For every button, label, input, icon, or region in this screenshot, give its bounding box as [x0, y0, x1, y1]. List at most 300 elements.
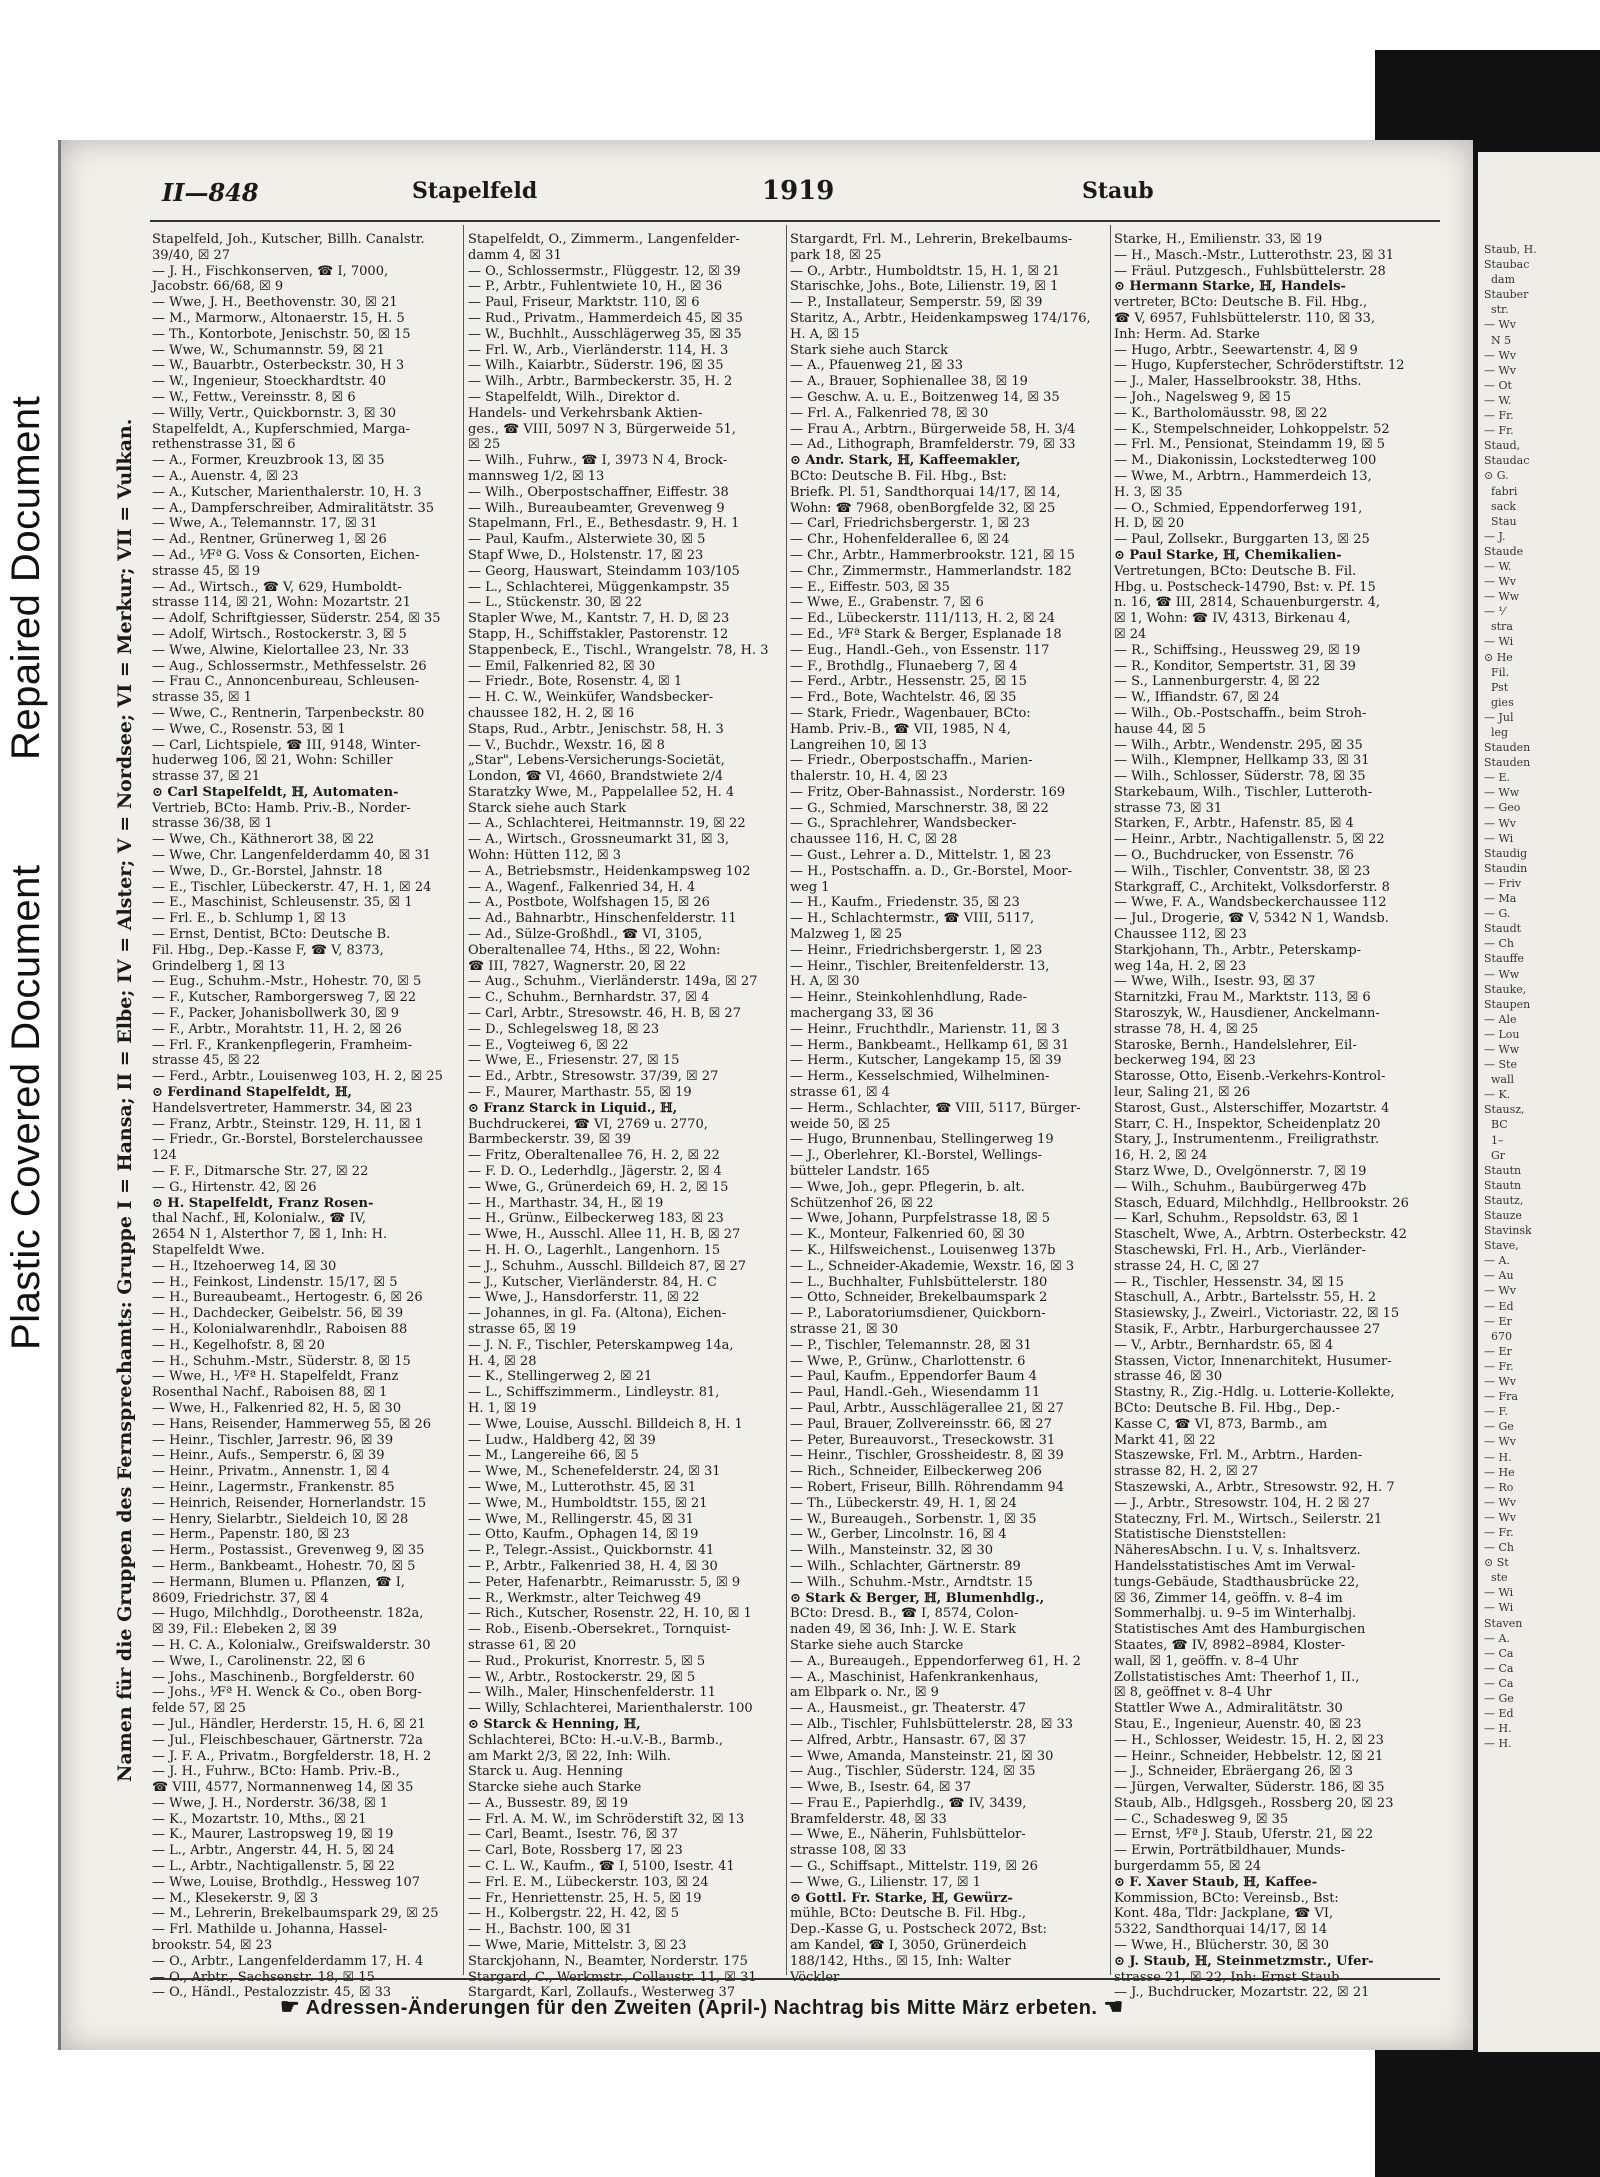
directory-entry-line: — Adolf, Wirtsch., Rostockerstr. 3, ☒ 5	[152, 626, 407, 642]
column-rule	[786, 225, 787, 1975]
next-page-column: Staub, H. Staubac dam Stauber str. — Wv N 5 — Wv — Wv — Ot — W. — Fr. — Fr. Staud, Staudac ⊙ G. fabri sack Stau — J. Staude — W. — Wv — Ww — ⅟ stra — Wi ⊙ He Fil. Pst gies — Jul leg Stauden Stauden — E. — Ww — Geo — Wv — Wi Staudig Staudin — Friv — Ma — G. Staudt — Ch Stauffe — Ww Stauke, Staupen — Ale — Lou — Ww — Ste wall — K. Stausz, BC 1– Gr Stautn Stautn Stautz, Stauze Stavinsk Stave, — A. — Au — Wv — Ed — Er 670 — Er — Fr. — Wv — Fra — F. — Ge — Wv — H. — He — Ro — Wv — Wv — Fr. — Ch ⊙ St ste — Wi — Wi Staven — A. — Ca — Ca — Ca — Ge — Ed — H. — H.	[1484, 243, 1537, 1751]
directory-entry-line: — Frl. E. M., Lübeckerstr. 103, ☒ 24	[468, 1874, 709, 1890]
directory-entry-line: — A., Wirtsch., Grossneumarkt 31, ☒ 3,	[468, 832, 730, 848]
directory-entry-line: — G., Sprachlehrer, Wandsbecker-	[790, 816, 1017, 832]
directory-entry-line: — W., Gerber, Lincolnstr. 16, ☒ 4	[790, 1527, 1007, 1543]
directory-entry-line: ☒ 25	[468, 437, 501, 453]
directory-entry-line: Schützenhof 26, ☒ 22	[790, 1195, 934, 1211]
directory-entry-line: — F., Maurer, Marthastr. 55, ☒ 19	[468, 1085, 692, 1101]
directory-entry-line: — Eug., Schuhm.-Mstr., Hohestr. 70, ☒ 5	[152, 974, 422, 990]
directory-entry-line: Stapelfeld, Joh., Kutscher, Billh. Canalstr.	[152, 232, 425, 247]
directory-entry-line: — Peter, Bureauvorst., Treseckowstr. 31	[790, 1432, 1056, 1448]
directory-entry-line: strasse 36/38, ☒ 1	[152, 816, 273, 832]
directory-entry-line: — H., Feinkost, Lindenstr. 15/17, ☒ 5	[152, 1274, 398, 1290]
directory-entry-line: — Robert, Friseur, Billh. Röhrendamm 94	[790, 1479, 1064, 1495]
directory-entry-line: — Frl. M., Pensionat, Steindamm 19, ☒ 5	[1114, 437, 1386, 453]
directory-entry-line: — Rich., Kutscher, Rosenstr. 22, H. 10, ☒ 1	[468, 1606, 752, 1622]
directory-entry-line: — F., Kutscher, Ramborgersweg 7, ☒ 22	[152, 990, 417, 1006]
directory-entry-line: 16, H. 2, ☒ 24	[1114, 1148, 1208, 1164]
directory-entry-line: — G., Schmied, Marschnerstr. 38, ☒ 22	[790, 800, 1049, 816]
next-page-fragment	[1478, 152, 1600, 2052]
directory-entry-line: Wohn: Hütten 112, ☒ 3	[468, 848, 622, 864]
directory-entry-line: — Fr., Henriettenstr. 25, H. 5, ☒ 19	[468, 1890, 702, 1906]
directory-entry-line: — E., Tischler, Lübeckerstr. 47, H. 1, ☒ 24	[152, 879, 432, 895]
directory-entry-line: Starosse, Otto, Eisenb.-Verkehrs-Kontrol-	[1114, 1069, 1386, 1085]
directory-entry-line: — Herm., Bankbeamt., Hellkamp 61, ☒ 31	[790, 1037, 1070, 1053]
directory-entry-line: — Ernst, Dentist, BCto: Deutsche B.	[152, 927, 391, 943]
directory-entry-line: — Herm., Kesselschmied, Wilhelminen-	[790, 1069, 1050, 1085]
directory-entry-line: — A., Postbote, Wolfshagen 15, ☒ 26	[468, 895, 710, 911]
directory-entry-line: Statistisches Amt des Hamburgischen	[1114, 1622, 1366, 1638]
header-year: 1919	[762, 176, 835, 206]
directory-entry-line: — Stark, Friedr., Wagenbauer, BCto:	[790, 705, 1031, 721]
directory-entry-line: Staschewski, Frl. H., Arb., Vierländer-	[1114, 1243, 1366, 1258]
directory-entry-line: strasse 45, ☒ 22	[152, 1053, 261, 1069]
directory-entry-line: — A., Bureaugeh., Eppendorferweg 61, H. 2	[790, 1653, 1081, 1669]
directory-entry-line: — Frd., Bote, Wachtelstr. 46, ☒ 35	[790, 690, 1017, 706]
directory-entry-line: — A., Dampferschreiber, Admiralitätstr. 35	[152, 500, 435, 516]
directory-entry-line: — Frl. Mathilde u. Johanna, Hassel-	[152, 1922, 388, 1938]
directory-entry-line: Stapelmann, Frl., E., Bethesdastr. 9, H. 1	[468, 516, 740, 532]
directory-entry-line: Starkgraff, C., Architekt, Volksdorferstr. 8	[1114, 879, 1390, 895]
directory-entry-line: Stapelfeldt Wwe.	[152, 1243, 265, 1258]
directory-entry-line: brookstr. 54, ☒ 23	[152, 1938, 273, 1954]
directory-entry-line: am Markt 2/3, ☒ 22, Inh: Wilh.	[468, 1748, 671, 1764]
directory-entry-line: — F., Brothdlg., Flunaeberg 7, ☒ 4	[790, 658, 1018, 674]
directory-entry-line: — Ad., Lithograph, Bramfelderstr. 79, ☒ 33	[790, 437, 1076, 453]
column-2	[468, 232, 783, 2001]
directory-entry-line: — Carl, Lichtspiele, ☎ III, 9148, Winter-	[152, 737, 421, 753]
directory-entry-line: — Georg, Hauswart, Steindamm 103/105	[468, 563, 740, 579]
directory-entry-line: strasse 24, H. C, ☒ 27	[1114, 1258, 1260, 1274]
directory-entry-line: strasse 65, ☒ 19	[468, 1321, 577, 1337]
directory-entry-line: H. A, ☒ 15	[790, 326, 860, 342]
directory-entry-line: — W., Arbtr., Rostockerstr. 29, ☒ 5	[468, 1669, 696, 1685]
directory-entry-line: — Aug., Schlossermstr., Methfesselstr. 26	[152, 658, 427, 674]
directory-entry-line: — H., Schlachtermstr., ☎ VIII, 5117,	[790, 911, 1035, 927]
directory-entry-line: — F., Packer, Johanisbollwerk 30, ☒ 9	[152, 1006, 400, 1022]
directory-entry-line: — Alb., Tischler, Fuhlsbüttelerstr. 28, ☒ 33	[790, 1716, 1074, 1732]
directory-entry-line: Handelsvertreter, Hammerstr. 34, ☒ 23	[152, 1100, 413, 1116]
directory-entry-line: Vertrieb, BCto: Hamb. Priv.-B., Norder-	[152, 800, 411, 816]
directory-entry-line: — K., Hilfsweichenst., Louisenweg 137b	[790, 1243, 1056, 1258]
directory-entry-line: Langreihen 10, ☒ 13	[790, 737, 927, 753]
directory-entry-line: — Frl. A. M. W., im Schröderstift 32, ☒ 13	[468, 1811, 745, 1827]
directory-entry-line: — Rob., Eisenb.-Obersekret., Tornquist-	[468, 1622, 731, 1638]
directory-entry-line: 39/40, ☒ 27	[152, 247, 231, 263]
directory-entry-line: Jacobstr. 66/68, ☒ 9	[152, 279, 284, 295]
directory-entry-line: Stasch, Eduard, Milchhdlg., Hellbrookstr. 26	[1114, 1195, 1409, 1211]
directory-entry-line: beckerweg 194, ☒ 23	[1114, 1053, 1256, 1069]
directory-entry-line: — Heinr., Schneider, Hebbelstr. 12, ☒ 21	[1114, 1748, 1384, 1764]
directory-entry-line: — Wilh., Klempner, Hellkamp 33, ☒ 31	[1114, 753, 1370, 769]
directory-entry-line: — Ferd., Arbtr., Hessenstr. 25, ☒ 15	[790, 674, 1027, 690]
directory-entry-line: — Wwe, Louise, Ausschl. Billdeich 8, H. 1	[468, 1416, 743, 1432]
directory-entry-line: — R., Schiffsing., Heussweg 29, ☒ 19	[1114, 642, 1361, 658]
directory-entry-line: — J., Maler, Hasselbrookstr. 38, Hths.	[1114, 374, 1362, 390]
directory-entry-line: — M., Lehrerin, Brekelbaumspark 29, ☒ 25	[152, 1906, 439, 1922]
directory-entry-line: Stasik, F., Arbtr., Harburgerchaussee 27	[1114, 1321, 1381, 1337]
directory-entry-line: Staszewske, Frl. M., Arbtrn., Harden-	[1114, 1448, 1363, 1464]
directory-entry-line: ⊙ J. Staub, ℍ, Steinmetzmstr., Ufer-	[1114, 1953, 1374, 1969]
directory-entry-line: — Ed., ⅟Fª Stark & Berger, Esplanade 18	[790, 626, 1062, 642]
directory-entry-line: — E., Eiffestr. 503, ☒ 35	[790, 579, 950, 595]
directory-entry-line: — Jürgen, Verwalter, Süderstr. 186, ☒ 35	[1114, 1780, 1385, 1796]
pointing-hand-left-icon: ☛	[280, 1994, 301, 2019]
directory-entry-line: — Wwe, J. H., Beethovenstr. 30, ☒ 21	[152, 295, 398, 311]
directory-entry-line: — Willy, Vertr., Quickbornstr. 3, ☒ 30	[152, 405, 397, 421]
directory-entry-line: — Herm., Kutscher, Langekamp 15, ☒ 39	[790, 1053, 1062, 1069]
directory-entry-line: — Hugo, Arbtr., Seewartenstr. 4, ☒ 9	[1114, 342, 1358, 358]
directory-entry-line: — Aug., Schuhm., Vierländerstr. 149a, ☒ 27	[468, 974, 758, 990]
directory-entry-line: rethenstrasse 31, ☒ 6	[152, 437, 296, 453]
directory-entry-line: — H. C. W., Weinküfer, Wandsbecker-	[468, 690, 714, 706]
directory-entry-line: — H., Bachstr. 100, ☒ 31	[468, 1922, 633, 1938]
directory-entry-line: — A., Brauer, Sophienallee 38, ☒ 19	[790, 374, 1028, 390]
directory-entry-line: — Wwe, E., Friesenstr. 27, ☒ 15	[468, 1053, 680, 1069]
directory-entry-line: Vertretungen, BCto: Deutsche B. Fil.	[1114, 563, 1357, 579]
directory-entry-line: strasse 73, ☒ 31	[1114, 800, 1223, 816]
directory-entry-line: — P., Arbtr., Falkenried 38, H. 4, ☒ 30	[468, 1558, 718, 1574]
directory-entry-line: — Hugo, Milchhdlg., Dorotheenstr. 182a,	[152, 1606, 424, 1622]
directory-entry-line: — Herm., Bankbeamt., Hohestr. 70, ☒ 5	[152, 1558, 416, 1574]
directory-entry-line: — J. F. A., Privatm., Borgfelderstr. 18, H. 2	[152, 1748, 432, 1764]
directory-entry-line: — E., Maschinist, Schleusenstr. 35, ☒ 1	[152, 895, 413, 911]
directory-entry-line: — Heinr., Tischler, Grossheidestr. 8, ☒ 39	[790, 1448, 1064, 1464]
directory-entry-line: — H., Masch.-Mstr., Lutterothstr. 23, ☒ 31	[1114, 247, 1395, 263]
directory-entry-line: strasse 46, ☒ 30	[1114, 1369, 1223, 1385]
header-first-word: Stapelfeld	[412, 178, 538, 204]
directory-entry-line: Starke siehe auch Starcke	[790, 1637, 964, 1653]
directory-entry-line: — A., Wagenf., Falkenried 34, H. 4	[468, 879, 696, 895]
directory-entry-line: — Wilh., Schlachter, Gärtnerstr. 89	[790, 1558, 1021, 1574]
directory-entry-line: vertreter, BCto: Deutsche B. Fil. Hbg.,	[1114, 295, 1368, 311]
directory-entry-line: — L., Schneider-Akademie, Wexstr. 16, ☒ 3	[790, 1258, 1075, 1274]
directory-entry-line: ⊙ Hermann Starke, ℍ, Handels-	[1114, 279, 1346, 295]
directory-entry-line: — A., Bussestr. 89, ☒ 19	[468, 1795, 628, 1811]
directory-entry-line: — Paul, Kaufm., Eppendorfer Baum 4	[790, 1369, 1038, 1385]
directory-entry-line: — W., Bureaugeh., Sorbenstr. 1, ☒ 35	[790, 1511, 1037, 1527]
directory-entry-line: — V., Arbtr., Bernhardstr. 65, ☒ 4	[1114, 1337, 1334, 1353]
directory-entry-line: — Frau C., Annoncenbureau, Schleusen-	[152, 674, 420, 690]
directory-entry-line: ⊙ Stark & Berger, ℍ, Blumenhdlg.,	[790, 1590, 1045, 1606]
directory-entry-line: — Paul, Arbtr., Ausschlägerallee 21, ☒ 27	[790, 1400, 1064, 1416]
directory-entry-line: — Carl, Beamt., Isestr. 76, ☒ 37	[468, 1827, 678, 1843]
page-footer	[280, 1994, 1280, 2020]
directory-entry-line: Stau, E., Ingenieur, Auenstr. 40, ☒ 23	[1114, 1716, 1362, 1732]
directory-entry-line: — Wilh., Oberpostschaffner, Eiffestr. 38	[468, 484, 729, 500]
directory-entry-line: — Wwe, E., Näherin, Fuhlsbüttelor-	[790, 1827, 1026, 1843]
directory-entry-line: Fil. Hbg., Dep.-Kasse F, ☎ V, 8373,	[152, 942, 384, 958]
directory-entry-line: — K., Stellingerweg 2, ☒ 21	[468, 1369, 653, 1385]
directory-entry-line: — Alfred, Arbtr., Hansastr. 67, ☒ 37	[790, 1732, 1027, 1748]
directory-entry-line: — Paul, Brauer, Zollvereinsstr. 66, ☒ 27	[790, 1416, 1052, 1432]
directory-entry-line: Stassen, Victor, Innenarchitekt, Husumer-	[1114, 1353, 1392, 1369]
directory-entry-line: — Jul., Fleischbeschauer, Gärtnerstr. 72a	[152, 1732, 423, 1748]
directory-entry-line: ⊙ Franz Starck in Liquid., ℍ,	[468, 1100, 678, 1116]
directory-entry-line: — P., Laboratoriumsdiener, Quickborn-	[790, 1306, 1046, 1322]
directory-entry-line: — Carl, Arbtr., Stresowstr. 46, H. B, ☒ 27	[468, 1006, 741, 1022]
directory-entry-line: — H., Dachdecker, Geibelstr. 56, ☒ 39	[152, 1306, 404, 1322]
directory-entry-line: — Heinr., Fruchthdlr., Marienstr. 11, ☒ 3	[790, 1021, 1060, 1037]
directory-entry-line: Handels- und Verkehrsbank Aktien-	[468, 405, 703, 421]
directory-entry-line: — Paul, Friseur, Marktstr. 110, ☒ 6	[468, 295, 700, 311]
footer-rule	[150, 1978, 1440, 1980]
directory-entry-line: — Wwe, Marie, Mittelstr. 3, ☒ 23	[468, 1938, 687, 1954]
directory-entry-line: — H., Schlosser, Weidestr. 15, H. 2, ☒ 23	[1114, 1732, 1384, 1748]
directory-entry-line: — R., Werkmstr., alter Teichweg 49	[468, 1590, 701, 1606]
directory-entry-line: — Wwe, M., Arbtrn., Hammerdeich 13,	[1114, 468, 1372, 484]
directory-entry-line: — L., Schlachterei, Müggenkampstr. 35	[468, 579, 730, 595]
directory-entry-line: Starck u. Aug. Henning	[468, 1764, 623, 1780]
directory-entry-line: — Herm., Papenstr. 180, ☒ 23	[152, 1527, 350, 1543]
directory-entry-line: — S., Lannenburgerstr. 4, ☒ 22	[1114, 674, 1321, 690]
directory-entry-line: strasse 108, ☒ 33	[790, 1843, 907, 1859]
directory-entry-line: — L., Schiffszimmerm., Lindleystr. 81,	[468, 1385, 720, 1401]
directory-entry-line: Starcke siehe auch Starke	[468, 1780, 642, 1796]
directory-entry-line: — Carl, Friedrichsbergerstr. 1, ☒ 23	[790, 516, 1030, 532]
directory-entry-line: — Friedr., Bote, Rosenstr. 4, ☒ 1	[468, 674, 683, 690]
directory-entry-line: H. A, ☒ 30	[790, 974, 860, 990]
directory-entry-line: — Heinr., Tischler, Breitenfelderstr. 13,	[790, 958, 1050, 974]
directory-entry-line: ⊙ Paul Starke, ℍ, Chemikalien-	[1114, 547, 1342, 563]
directory-entry-line: — Th., Lübeckerstr. 49, H. 1, ☒ 24	[790, 1495, 1017, 1511]
directory-entry-line: — Adolf, Schriftgiesser, Süderstr. 254, ☒ 35	[152, 611, 441, 627]
directory-entry-line: — H., Kaufm., Friedenstr. 35, ☒ 23	[790, 895, 1020, 911]
directory-entry-line: — P., Telegr.-Assist., Quickbornstr. 41	[468, 1543, 715, 1559]
directory-entry-line: ☒ 24	[1114, 626, 1147, 642]
directory-entry-line: mannsweg 1/2, ☒ 13	[468, 468, 605, 484]
directory-entry-line: — Wwe, M., Humboldtstr. 155, ☒ 21	[468, 1495, 708, 1511]
directory-entry-line: Starkjohann, Th., Arbtr., Peterskamp-	[1114, 942, 1362, 958]
directory-entry-line: hause 44, ☒ 5	[1114, 721, 1206, 737]
directory-entry-line: — Wilh., Mansteinstr. 32, ☒ 30	[790, 1543, 993, 1559]
directory-entry-line: — Wilh., Kaiarbtr., Süderstr. 196, ☒ 35	[468, 358, 724, 374]
directory-entry-line: Staroske, Bernh., Handelslehrer, Eil-	[1114, 1037, 1357, 1053]
directory-entry-line: ⊙ Carl Stapelfeldt, ℍ, Automaten-	[152, 784, 399, 800]
directory-entry-line: — Wwe, H., ⅟Fª H. Stapelfeldt, Franz	[152, 1369, 399, 1385]
directory-entry-line: — F. D. O., Lederhdlg., Jägerstr. 2, ☒ 4	[468, 1164, 722, 1180]
directory-entry-line: Starnitzki, Frau M., Marktstr. 113, ☒ 6	[1114, 990, 1371, 1006]
directory-entry-line: — Ad., Bahnarbtr., Hinschenfelderstr. 11	[468, 911, 737, 927]
directory-entry-line: — Heinr., Arbtr., Nachtigallenstr. 5, ☒ 22	[1114, 832, 1385, 848]
footer-notice: Adressen-Änderungen für den Zweiten (April-) Nachtrag bis Mitte März erbeten.	[305, 1997, 1098, 2019]
directory-entry-line: — Wwe, Wilh., Isestr. 93, ☒ 37	[1114, 974, 1316, 990]
directory-entry-line: 5322, Sandthorquai 14/17, ☒ 14	[1114, 1922, 1328, 1938]
directory-entry-line: — M., Klesekerstr. 9, ☒ 3	[152, 1890, 319, 1906]
scan-side-label	[0, 200, 48, 1350]
directory-entry-line: Staschelt, Wwe, A., Arbtrn. Osterbeckstr. 42	[1114, 1227, 1407, 1243]
directory-entry-line: — Paul, Kaufm., Alsterwiete 30, ☒ 5	[468, 532, 706, 548]
directory-entry-line: Dep.-Kasse G, u. Postscheck 2072, Bst:	[790, 1922, 1047, 1938]
directory-entry-line: — Frau A., Arbtrn., Bürgerweide 58, H. 3/4	[790, 421, 1076, 437]
directory-entry-line: — K., Mozartstr. 10, Mths., ☒ 21	[152, 1811, 367, 1827]
directory-entry-line: Starck siehe auch Stark	[468, 800, 626, 816]
directory-entry-line: — L., Arbtr., Nachtigallenstr. 5, ☒ 22	[152, 1859, 395, 1875]
directory-entry-line: — C. L. W., Kaufm., ☎ I, 5100, Isestr. 41	[468, 1859, 735, 1875]
directory-entry-line: felde 57, ☒ 25	[152, 1701, 246, 1717]
directory-entry-line: Inh: Herm. Ad. Starke	[1114, 326, 1260, 342]
directory-entry-line: tungs-Gebäude, Stadthausbrücke 22,	[1114, 1574, 1360, 1590]
directory-entry-line: — H., Bureaubeamt., Hertogestr. 6, ☒ 26	[152, 1290, 423, 1306]
directory-entry-line: — Wwe, I., Carolinenstr. 22, ☒ 6	[152, 1653, 366, 1669]
directory-entry-line: strasse 21, ☒ 30	[790, 1321, 899, 1337]
directory-entry-line: — J., Schneider, Ebräergang 26, ☒ 3	[1114, 1764, 1354, 1780]
directory-entry-line: Schlachterei, BCto: H.-u.V.-B., Barmb.,	[468, 1732, 724, 1748]
directory-entry-line: — Erwin, Porträtbildhauer, Munds-	[1114, 1843, 1346, 1859]
directory-entry-line: weide 50, ☒ 25	[790, 1116, 891, 1132]
directory-entry-line: — V., Buchdr., Wexstr. 16, ☒ 8	[468, 737, 665, 753]
directory-entry-line: — Ed., Lübeckerstr. 111/113, H. 2, ☒ 24	[790, 611, 1056, 627]
directory-entry-line: Stappenbeck, E., Tischl., Wrangelstr. 78, H. 3	[468, 642, 769, 658]
directory-entry-line: naden 49, ☒ 36, Inh: J. W. E. Stark	[790, 1622, 1016, 1638]
directory-entry-line: — Heinr., Friedrichsbergerstr. 1, ☒ 23	[790, 942, 1043, 958]
plastic-covered-label: Plastic Covered Document	[4, 864, 48, 1350]
directory-entry-line: Chaussee 112, ☒ 23	[1114, 927, 1247, 943]
directory-entry-line: Briefk. Pl. 51, Sandthorquai 14/17, ☒ 14,	[790, 484, 1061, 500]
directory-entry-line: — Heinr., Privatm., Annenstr. 1, ☒ 4	[152, 1464, 390, 1480]
directory-entry-line: — Heinr., Steinkohlenhdlung, Rade-	[790, 990, 1027, 1006]
directory-entry-line: — W., Buchhlt., Ausschlägerweg 35, ☒ 35	[468, 326, 742, 342]
directory-entry-line: Starischke, Johs., Bote, Lilienstr. 19, ☒ 1	[790, 279, 1059, 295]
directory-entry-line: — Wwe, M., Lutterothstr. 45, ☒ 31	[468, 1479, 697, 1495]
directory-entry-line: — Wwe, H., Falkenried 82, H. 5, ☒ 30	[152, 1400, 402, 1416]
directory-entry-line: — Carl, Bote, Rossberg 17, ☒ 23	[468, 1843, 683, 1859]
directory-entry-line: — W., Fettw., Vereinsstr. 8, ☒ 6	[152, 389, 356, 405]
directory-entry-line: wall, ☒ 1, geöffn. v. 8–4 Uhr	[1114, 1653, 1299, 1669]
directory-entry-line: Stattler Wwe A., Admiralitätstr. 30	[1114, 1701, 1343, 1717]
directory-entry-line: — Paul, Zollsekr., Burggarten 13, ☒ 25	[1114, 532, 1370, 548]
directory-entry-line: — J. H., Fuhrw., BCto: Hamb. Priv.-B.,	[152, 1764, 400, 1780]
directory-entry-line: — Wilh., Schuhm.-Mstr., Arndtstr. 15	[790, 1574, 1033, 1590]
directory-entry-line: Hamb. Priv.-B., ☎ VII, 1985, N 4,	[790, 721, 1011, 737]
directory-entry-line: — Wwe, M., Rellingerstr. 45, ☒ 31	[468, 1511, 694, 1527]
directory-entry-line: — H., Kolbergstr. 22, H. 42, ☒ 5	[468, 1906, 679, 1922]
directory-entry-line: — Geschw. A. u. E., Boitzenweg 14, ☒ 35	[790, 389, 1060, 405]
directory-entry-line: H. 4, ☒ 28	[468, 1353, 537, 1369]
directory-entry-line: Stateczny, Frl. M., Wirtsch., Seilerstr. 21	[1114, 1511, 1383, 1527]
directory-entry-line: — Ferd., Arbtr., Louisenweg 103, H. 2, ☒ 25	[152, 1069, 443, 1085]
directory-entry-line: — Ernst, ⅟Fª J. Staub, Uferstr. 21, ☒ 22	[1114, 1827, 1374, 1843]
directory-entry-line: Malzweg 1, ☒ 25	[790, 927, 903, 943]
directory-entry-line: Kasse C, ☎ VI, 873, Barmb., am	[1114, 1416, 1328, 1432]
directory-entry-line: strasse 61, ☒ 20	[468, 1637, 577, 1653]
directory-entry-line: — M., Langereihe 66, ☒ 5	[468, 1448, 639, 1464]
directory-entry-line: — W., Ingenieur, Stoeckhardtstr. 40	[152, 374, 386, 390]
directory-entry-line: — Wwe, Louise, Brothdlg., Hessweg 107	[152, 1874, 421, 1890]
directory-entry-line: Markt 41, ☒ 22	[1114, 1432, 1216, 1448]
directory-entry-line: — R., Konditor, Sempertstr. 31, ☒ 39	[1114, 658, 1356, 674]
directory-entry-line: — Rich., Schneider, Eilbeckerweg 206	[790, 1464, 1042, 1480]
directory-entry-line: — Wwe, P., Grünw., Charlottenstr. 6	[790, 1353, 1026, 1369]
directory-entry-line: strasse 37, ☒ 21	[152, 769, 261, 785]
directory-entry-line: Staps, Rud., Arbtr., Jenischstr. 58, H. 3	[468, 721, 724, 737]
directory-entry-line: — Chr., Zimmermstr., Hammerlandstr. 182	[790, 563, 1072, 579]
directory-entry-line: Wohn: ☎ 7968, obenBorgfelde 32, ☒ 25	[790, 500, 1056, 516]
directory-entry-line: — P., Arbtr., Fuhlentwiete 10, H., ☒ 36	[468, 279, 723, 295]
directory-entry-line: Starkebaum, Wilh., Tischler, Lutteroth-	[1114, 784, 1373, 800]
directory-entry-line: — Wilh., Bureaubeamter, Grevenweg 9	[468, 500, 725, 516]
directory-entry-line: — Hans, Reisender, Hammerweg 55, ☒ 26	[152, 1416, 432, 1432]
directory-entry-line: chaussee 116, H. C, ☒ 28	[790, 832, 958, 848]
directory-entry-line: Grindelberg 1, ☒ 13	[152, 958, 285, 974]
directory-entry-line: ges., ☎ VIII, 5097 N 3, Bürgerweide 51,	[468, 421, 736, 437]
directory-entry-line: — Ed., Arbtr., Stresowstr. 37/39, ☒ 27	[468, 1069, 719, 1085]
directory-entry-line: — Wwe, E., Grabenstr. 7, ☒ 6	[790, 595, 984, 611]
directory-entry-line: — Franz, Arbtr., Steinstr. 129, H. 11, ☒ 1	[152, 1116, 423, 1132]
directory-entry-line: Kont. 48a, Tldr: Jackplane, ☎ VI,	[1114, 1906, 1334, 1922]
directory-entry-line: — Wwe, W., Schumannstr. 59, ☒ 21	[152, 342, 385, 358]
directory-entry-line: Hbg. u. Postscheck-14790, Bst: v. Pf. 15	[1114, 579, 1376, 595]
directory-entry-line: — H. H. O., Lagerhlt., Langenhorn. 15	[468, 1243, 721, 1258]
directory-entry-line: — Wwe, Alwine, Kielortallee 23, Nr. 33	[152, 642, 410, 658]
directory-entry-line: Buchdruckerei, ☎ VI, 2769 u. 2770,	[468, 1116, 708, 1132]
directory-entry-line: ☎ III, 7827, Wagnerstr. 20, ☒ 22	[468, 958, 687, 974]
directory-entry-line: am Elbpark o. Nr., ☒ 9	[790, 1685, 939, 1701]
directory-entry-line: Stasiewsky, J., Zweirl., Victoriastr. 22, ☒ 15	[1114, 1306, 1400, 1322]
directory-entry-line: Staroszyk, W., Hausdiener, Anckelmann-	[1114, 1006, 1380, 1022]
directory-entry-line: — Wwe, B., Isestr. 64, ☒ 37	[790, 1780, 972, 1796]
directory-entry-line: — Johannes, in gl. Fa. (Altona), Eichen-	[468, 1306, 727, 1322]
directory-entry-line: park 18, ☒ 25	[790, 247, 882, 263]
directory-entry-line: — Th., Kontorbote, Jenischstr. 50, ☒ 15	[152, 326, 411, 342]
directory-entry-line: — Friedr., Gr.-Borstel, Borstelerchaussee	[152, 1132, 423, 1148]
directory-entry-line: Staratzky Wwe, M., Pappelallee 52, H. 4	[468, 784, 735, 800]
directory-entry-line: — H., Kolonialwarenhdlr., Raboisen 88	[152, 1321, 408, 1337]
directory-entry-line: ☎ VIII, 4577, Normannenweg 14, ☒ 35	[152, 1780, 414, 1796]
directory-entry-line: Stargardt, Frl. M., Lehrerin, Brekelbaums-	[790, 232, 1073, 247]
directory-entry-line: — Gust., Lehrer a. D., Mittelstr. 1, ☒ 23	[790, 848, 1052, 864]
directory-entry-line: Starken, F., Arbtr., Hafenstr. 85, ☒ 4	[1114, 816, 1354, 832]
directory-entry-line: Stary, J., Instrumentenm., Freiligrathstr.	[1114, 1132, 1380, 1148]
header-last-word: Staub	[1082, 178, 1154, 204]
directory-entry-line: — J., Arbtr., Stresowstr. 104, H. 2 ☒ 27	[1114, 1495, 1371, 1511]
directory-entry-line: 188/142, Hths., ☒ 15, Inh: Walter	[790, 1953, 1011, 1969]
directory-entry-line: — Wilh., Tischler, Conventstr. 38, ☒ 23	[1114, 863, 1371, 879]
directory-entry-line: — Wilh., Fuhrw., ☎ I, 3973 N 4, Brock-	[468, 453, 728, 469]
directory-entry-line: — Willy, Schlachterei, Marienthalerstr. 100	[468, 1701, 753, 1717]
directory-entry-line: ⊙ F. Xaver Staub, ℍ, Kaffee-	[1114, 1874, 1318, 1890]
directory-entry-line: — Frl. W., Arb., Vierländerstr. 114, H. 3	[468, 342, 729, 358]
repaired-document-label: Repaired Document	[4, 395, 48, 760]
directory-entry-line: Starr, C. H., Inspektor, Scheidenplatz 20	[1114, 1116, 1381, 1132]
directory-entry-line: BCto: Deutsche B. Fil. Hbg., Bst:	[790, 468, 1007, 484]
directory-entry-line: — Wilh., Schlosser, Süderstr. 78, ☒ 35	[1114, 769, 1366, 785]
directory-entry-line: — A., Betriebsmstr., Heidenkampsweg 102	[468, 863, 751, 879]
directory-entry-line: burgerdamm 55, ☒ 24	[1114, 1859, 1262, 1875]
directory-entry-line: — Emil, Falkenried 82, ☒ 30	[468, 658, 656, 674]
directory-entry-line: ⊙ Ferdinand Stapelfeldt, ℍ,	[152, 1085, 352, 1101]
directory-entry-line: Statistische Dienststellen:	[1114, 1527, 1287, 1543]
directory-entry-line: weg 1	[790, 879, 830, 895]
directory-entry-line: — Wilh., Ob.-Postschaffn., beim Stroh-	[1114, 705, 1367, 721]
directory-entry-line: — J., Buchdrucker, Mozartstr. 22, ☒ 21	[1114, 1985, 1370, 2001]
directory-entry-line: Handelsstatistisches Amt im Verwal-	[1114, 1558, 1356, 1574]
directory-entry-line: — Otto, Kaufm., Ophagen 14, ☒ 19	[468, 1527, 699, 1543]
directory-entry-line: — Wwe, Amanda, Mansteinstr. 21, ☒ 30	[790, 1748, 1054, 1764]
directory-entry-line: — Rud., Privatm., Hammerdeich 45, ☒ 35	[468, 310, 743, 326]
directory-entry-line: ☎ V, 6957, Fuhlsbüttelerstr. 110, ☒ 33,	[1114, 310, 1376, 326]
directory-entry-line: thalerstr. 10, H. 4, ☒ 23	[790, 769, 948, 785]
directory-entry-line: Staates, ☎ IV, 8982–8984, Kloster-	[1114, 1637, 1346, 1653]
directory-entry-line: ☒ 36, Zimmer 14, geöffn. v. 8–4 im	[1114, 1590, 1343, 1606]
directory-entry-line: — Herm., Postassist., Grevenweg 9, ☒ 35	[152, 1543, 425, 1559]
directory-entry-line: Staritz, A., Arbtr., Heidenkampsweg 174/176,	[790, 310, 1091, 326]
directory-entry-line: — Wilh., Arbtr., Barmbeckerstr. 35, H. 2	[468, 374, 733, 390]
directory-entry-line: — Fritz, Oberaltenallee 76, H. 2, ☒ 22	[468, 1148, 720, 1164]
directory-entry-line: mühle, BCto: Deutsche B. Fil. Hbg.,	[790, 1906, 1027, 1922]
directory-entry-line: machergang 33, ☒ 36	[790, 1006, 934, 1022]
